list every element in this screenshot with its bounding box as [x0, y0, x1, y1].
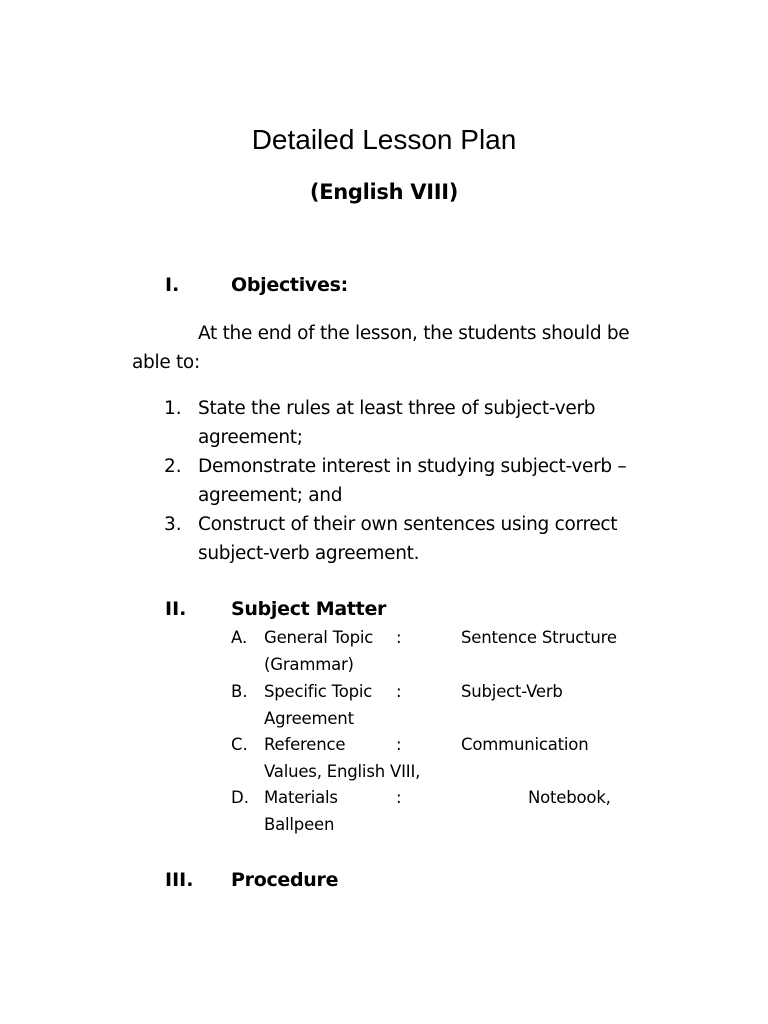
subject-matter-colon: :	[396, 788, 402, 807]
subject-matter-key: General Topic	[264, 628, 374, 647]
subject-matter-key: Reference	[264, 735, 346, 754]
section-heading-objectives: Objectives:	[231, 274, 348, 296]
subject-matter-key: Materials	[264, 788, 338, 807]
subject-matter-letter: B.	[231, 682, 248, 701]
section-heading-procedure: Procedure	[231, 869, 339, 891]
document-subtitle: (English VIII)	[309, 180, 459, 204]
objective-item: Construct of their own sentences using correct subject-verb agreement.	[198, 514, 618, 564]
section-number-procedure: III.	[165, 869, 194, 891]
objective-number: 2.	[164, 456, 182, 477]
subject-matter-continuation: Values, English VIII,	[264, 762, 421, 781]
subject-matter-colon: :	[396, 735, 402, 754]
document-title: Detailed Lesson Plan	[251, 124, 517, 155]
subject-matter-colon: :	[396, 682, 402, 701]
subject-matter-colon: :	[396, 628, 402, 647]
section-number-objectives: I.	[165, 274, 180, 296]
subject-matter-continuation: Agreement	[264, 709, 354, 728]
objective-item: State the rules at least three of subject-verb agreement;	[198, 398, 596, 448]
objectives-intro-line2: able to:	[132, 352, 200, 373]
subject-matter-letter: C.	[231, 735, 248, 754]
subject-matter-value: Notebook,	[528, 788, 611, 807]
subject-matter-value: Sentence Structure	[461, 628, 617, 647]
subject-matter-value: Communication	[461, 735, 589, 754]
objectives-intro-line1: At the end of the lesson, the students should be	[198, 323, 630, 344]
subject-matter-continuation: (Grammar)	[264, 655, 354, 674]
subject-matter-letter: D.	[231, 788, 249, 807]
subject-matter-key: Specific Topic	[264, 682, 373, 701]
objective-number: 3.	[164, 514, 182, 535]
subject-matter-continuation: Ballpeen	[264, 815, 335, 834]
section-heading-subject-matter: Subject Matter	[231, 598, 387, 620]
section-number-subject-matter: II.	[165, 598, 187, 620]
subject-matter-letter: A.	[231, 628, 248, 647]
subject-matter-value: Subject-Verb	[461, 682, 563, 701]
objective-number: 1.	[164, 398, 182, 419]
objective-item: Demonstrate interest in studying subject-verb – agreement; and	[198, 456, 627, 506]
